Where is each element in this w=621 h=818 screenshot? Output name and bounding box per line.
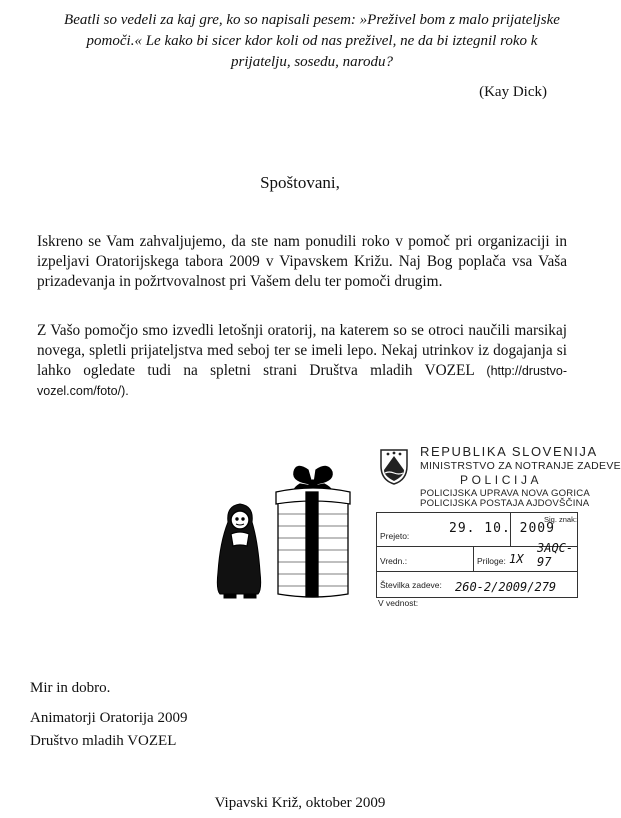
- epigraph-quote: Beatli so vedeli za kaj gre, ko so napisali pesem: »Preživel bom z malo prijateljske pomoči.« Le kako bi sicer kdor koli od nas preživel, ne da bi iztegnil roko k prijatelju, sosedu, narodu?: [64, 12, 560, 70]
- stamp-registry-box: [376, 512, 578, 598]
- prejeto-date: 29. 10. 2009: [449, 521, 555, 536]
- stevilka-zadeve-value: 260-2/2009/279: [455, 580, 557, 594]
- prejeto-label: Prejeto:: [380, 531, 410, 541]
- place-and-date: Vipavski Križ, oktober 2009: [214, 795, 386, 811]
- paragraph-oratory: [37, 321, 567, 401]
- stamp-republic-line: REPUBLIKA SLOVENIJA: [420, 444, 598, 459]
- stamp-police-line: POLICIJA: [460, 473, 543, 487]
- slovenia-coat-of-arms-icon: [378, 448, 410, 486]
- closing-greeting: Mir in dobro.: [30, 680, 111, 696]
- quote-author: (Kay Dick): [479, 84, 547, 100]
- signature-society: Društvo mladih VOZEL: [30, 733, 177, 749]
- salutation: Spoštovani,: [260, 173, 340, 192]
- website-link[interactable]: (http://drustvo-vozel.com/foto/).: [37, 364, 567, 398]
- gift-box: [276, 466, 350, 597]
- sig-znak-value: 3AQC-97: [537, 541, 574, 569]
- stevilka-zadeve-label: Številka zadeve:: [380, 580, 442, 590]
- signature-animators: Animatorji Oratorija 2009: [30, 710, 188, 726]
- friar-and-gift-illustration: [200, 462, 370, 602]
- friar-figure: [217, 504, 260, 598]
- stamp-station-line: POLICIJSKA POSTAJA AJDOVŠČINA: [420, 498, 590, 509]
- stamp-ministry-line: MINISTRSTVO ZA NOTRANJE ZADEVE: [420, 460, 621, 472]
- police-receipt-stamp: [372, 440, 621, 610]
- paragraph-oratory-text: Z Vašo pomočjo smo izvedli letošnji oratorij, na katerem so se otroci naučili marsikaj novega, spletli prijateljstva med seboj ter se imeli lepo. Nekaj utrinkov iz dogajanja si lahko ogledate tudi na spletni strani Društva mladih VOZEL: [37, 322, 567, 379]
- stamp-directorate-line: POLICIJSKA UPRAVA NOVA GORICA: [420, 488, 591, 499]
- v-vednost-label: V vednost:: [378, 598, 419, 608]
- priloge-value: 1X: [509, 552, 524, 566]
- paragraph-thanks: Iskreno se Vam zahvaljujemo, da ste nam ponudili roko v pomoč pri organizaciji in izpeljavi Oratorijskega tabora 2009 v Vipavskem Križu. Naj Bog poplača vsa Vaša prizadevanja in požrtvovalnost pri Vašem delu ter pomoči drugim.: [37, 233, 567, 290]
- vredn-label: Vredn.:: [380, 556, 408, 566]
- sig-znak-label: Sig. znak:: [544, 515, 577, 524]
- priloge-label: Priloge:: [477, 556, 506, 566]
